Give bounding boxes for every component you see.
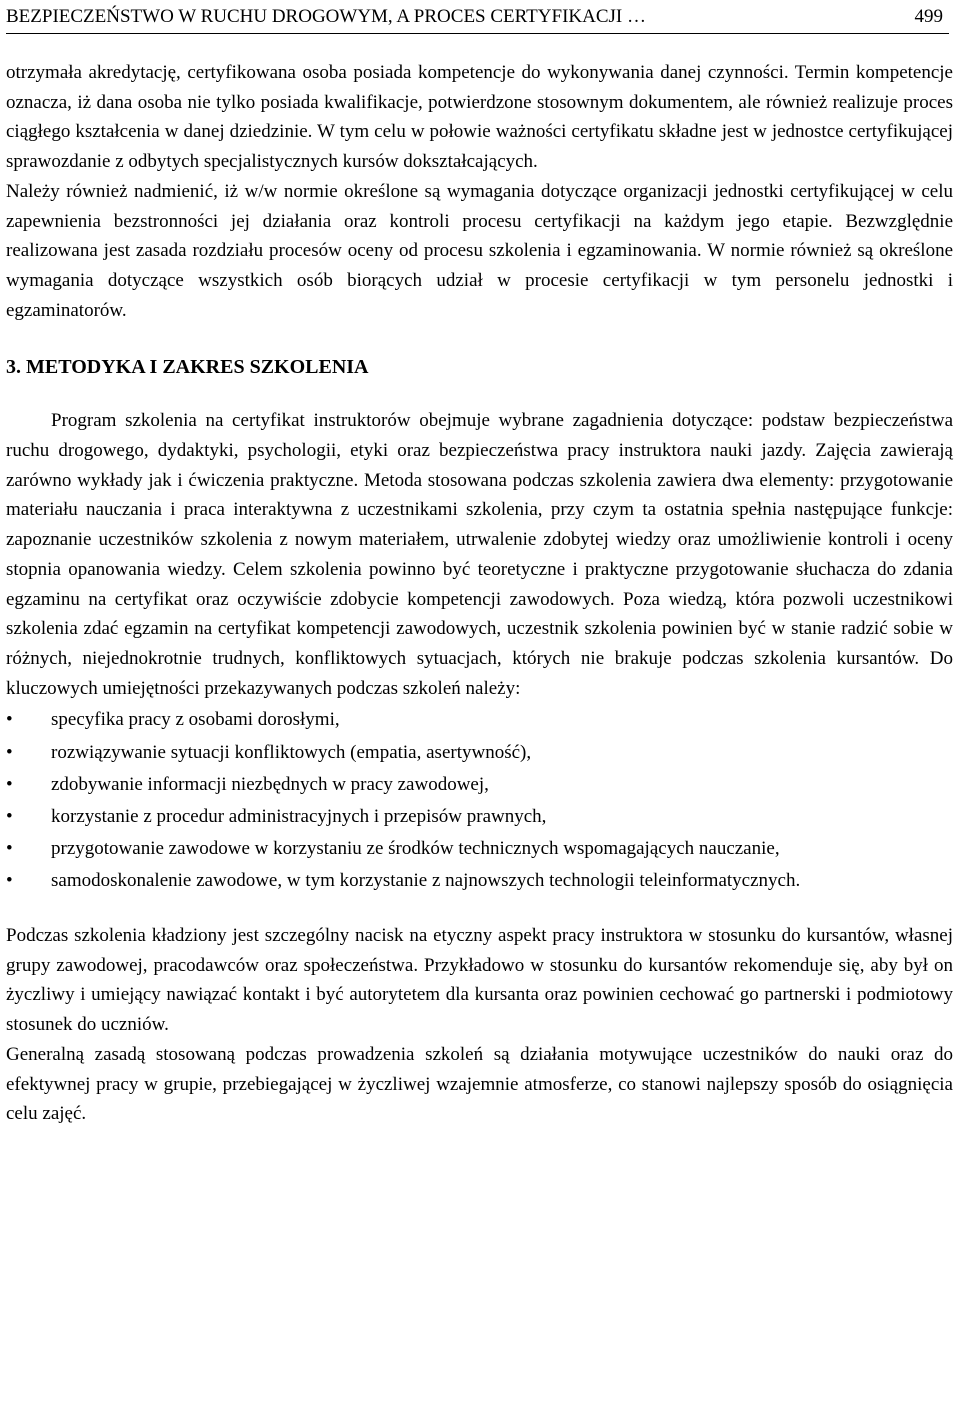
bullet-icon: • (6, 773, 13, 795)
page-number: 499 (914, 6, 943, 27)
list-item-text: rozwiązywanie sytuacji konfliktowych (empatia, asertywność), (51, 741, 532, 763)
paragraph-norm-requirements: Należy również nadmienić, iż w/w normie określone są wymagania dotyczące organizacji jednostki certyfikującej w celu zapewnienia bezstronności jej działania oraz kontroli procesu certyfikacji na każdym jego etapie. Bezwzględnie realizowana jest zasada rozdziału procesów oceny od procesu szkolenia i egzaminowania. W normie również są określone wymagania dotyczące wszystkich osób biorących udział w procesie certyfikacji w tym personelu jednostki i egzaminatorów. (6, 180, 953, 321)
list-item (6, 834, 953, 864)
running-header (6, 0, 949, 34)
bullet-icon: • (6, 805, 13, 827)
list-item-text: samodoskonalenie zawodowe, w tym korzystanie z najnowszych technologii teleinformatycznych. (51, 870, 801, 892)
list-item-text: korzystanie z procedur administracyjnych i przepisów prawnych, (51, 805, 547, 827)
list-item (6, 705, 953, 735)
paragraph-ethics: Podczas szkolenia kładziony jest szczególny nacisk na etyczny aspekt pracy instruktora w stosunku do kursantów, własnej grupy zawodowej, pracodawców oraz społeczeństwa. Przykładowo w stosunku do kursantów rekomenduje się, aby był on życzliwy i umiejący nawiązać kontakt i być autorytetem dla kursanta oraz powinien cechować go partnerski i podmiotowy stosunek do uczniów. (6, 925, 953, 1036)
list-item (6, 866, 953, 896)
paragraph-training-program: Program szkolenia na certyfikat instruktorów obejmuje wybrane zagadnienia dotyczące: podstaw bezpieczeństwa ruchu drogowego, dydaktyki, psychologii, etyki oraz bezpieczeństwa pracy instruktora nauki jazdy. Zajęcia zawierają zarówno wykłady jak i ćwiczenia praktyczne. Metoda stosowana podczas szkolenia zawiera dwa elementy: przygotowanie materiału nauczania i praca interaktywna z uczestnikami szkolenia, przy czym ta ostatnia spełnia następujące funkcje: zapoznanie uczestników szkolenia z nowym materiałem, utrwalenie zdobytej wiedzy oraz umożliwienie kontroli i oceny stopnia opanowania wiedzy. Celem szkolenia powinno być teoretyczne i praktyczne przygotowanie słuchacza do zdania egzaminu na certyfikat oraz oczywiście zdobycie kompetencji zawodowych. Poza wiedzą, która pozwoli uczestnikowi szkolenia zdać egzamin na certyfikat kompetencji zawodowych, uczestnik szkolenia powinien być w stanie radzić sobie w różnych, niejednokrotnie trudnych, konfliktowych sytuacjach, których nie brakuje podczas szkolenia kursantów. Do kluczowych umiejętności przekazywanych podczas szkoleń należy: (6, 410, 953, 699)
bullet-icon: • (6, 838, 13, 860)
list-item-text: przygotowanie zawodowe w korzystaniu ze środków technicznych wspomagających nauczanie, (51, 838, 780, 860)
list-item (6, 802, 953, 832)
list-item (6, 770, 953, 800)
bullet-icon: • (6, 741, 13, 763)
section-heading: 3. METODYKA I ZAKRES SZKOLENIA (6, 356, 369, 379)
list-item-text: specyfika pracy z osobami dorosłymi, (51, 709, 340, 731)
list-item (6, 738, 953, 768)
paragraph-motivation: Generalną zasadą stosowaną podczas prowadzenia szkoleń są działania motywujące uczestników do nauki oraz do efektywnej pracy w grupie, przebiegającej w życzliwej wzajemnie atmosferze, co stanowi najlepszy sposób do osiągnięcia celu zajęć. (6, 1043, 953, 1125)
paragraph-certification-competence: otrzymała akredytację, certyfikowana osoba posiada kompetencje do wykonywania danej czynności. Termin kompetencje oznacza, iż dana osoba nie tylko posiada kwalifikacje, potwierdzone stosownym dokumentem, ale również realizuje proces ciągłego kształcenia w danej dziedzinie. W tym celu w połowie ważności certyfikatu składne jest w jednostce certyfikującej sprawozdanie z odbytych specjalistycznych kursów dokształcających. (6, 62, 953, 173)
bullet-icon: • (6, 870, 13, 892)
list-item-text: zdobywanie informacji niezbędnych w pracy zawodowej, (51, 773, 489, 795)
key-skills-list (6, 705, 953, 896)
running-header-title: BEZPIECZEŃSTWO W RUCHU DROGOWYM, A PROCES CERTYFIKACJI … (6, 6, 646, 27)
bullet-icon: • (6, 709, 13, 731)
